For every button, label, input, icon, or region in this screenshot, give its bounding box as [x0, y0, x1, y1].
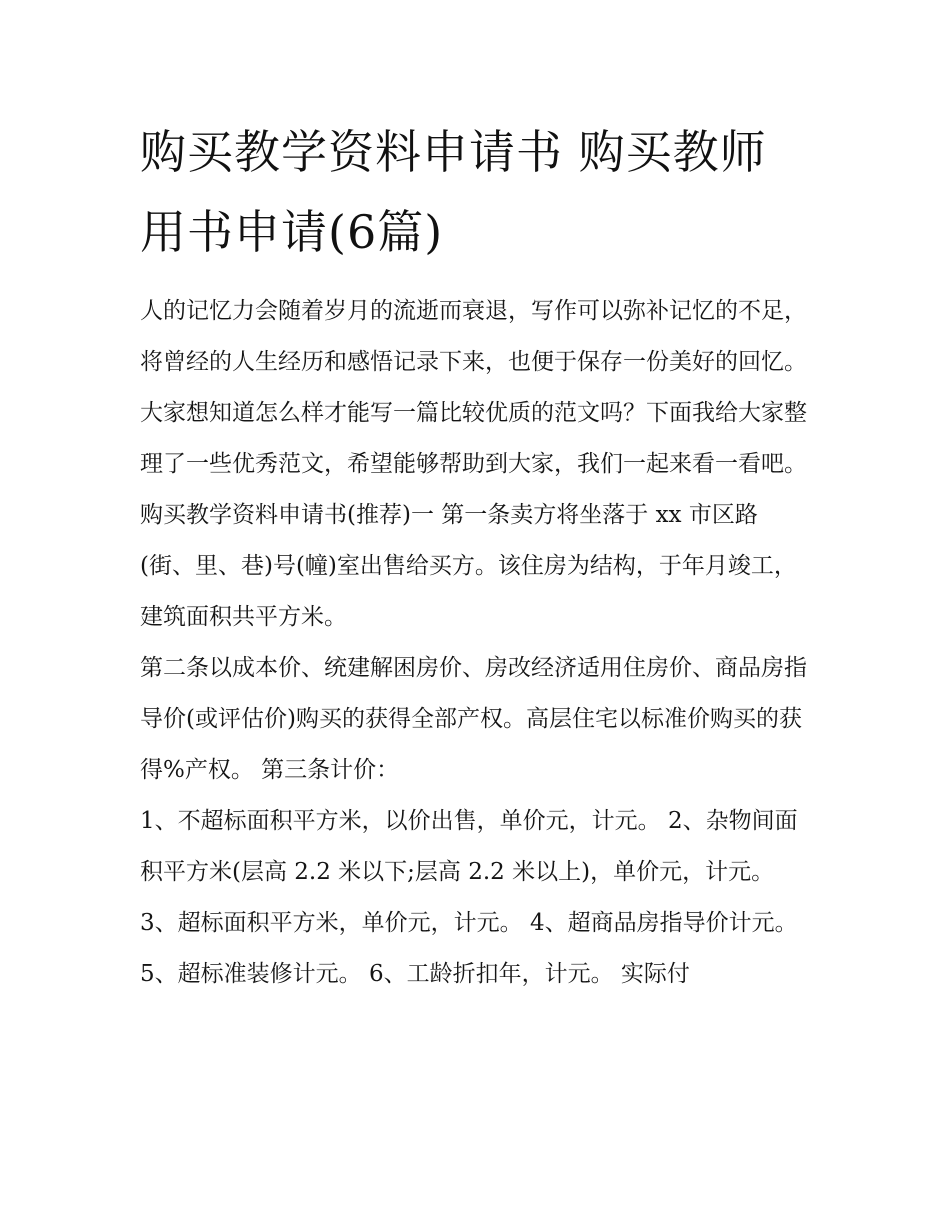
paragraph-pricing-3-6: 3、超标面积平方米，单价元，计元。 4、超商品房指导价计元。 5、超标准装修计元。 6、工龄折扣年，计元。 实际付 — [140, 910, 798, 987]
document-body — [140, 286, 812, 1000]
document-title: 购买教学资料申请书 购买教师 用书申请(6篇) — [140, 125, 767, 259]
paragraph-pricing-1-2: 1、不超标面积平方米，以价出售，单价元，计元。 2、杂物间面积平方米(层高 2.2 米以下;层高 2.2 米以上)，单价元，计元。 — [140, 808, 798, 885]
document-content — [140, 112, 812, 1000]
paragraph-intro: 人的记忆力会随着岁月的流逝而衰退，写作可以弥补记忆的不足，将曾经的人生经历和感悟记录下来，也便于保存一份美好的回忆。大家想知道怎么样才能写一篇比较优质的范文吗？下面我给大家整理了一些优秀范文，希望能够帮助到大家，我们一起来看一看吧。 — [140, 298, 807, 477]
paragraph-article-2: 第二条以成本价、统建解困房价、房改经济适用住房价、商品房指导价(或评估价)购买的获得全部产权。高层住宅以标准价购买的获得%产权。 第三条计价： — [140, 655, 807, 783]
paragraph-article-1: 购买教学资料申请书(推荐)一 第一条卖方将坐落于 xx 市区路(街、里、巷)号(幢)室出售给买方。该住房为结构，于年月竣工，建筑面积共平方米。 — [140, 502, 797, 630]
